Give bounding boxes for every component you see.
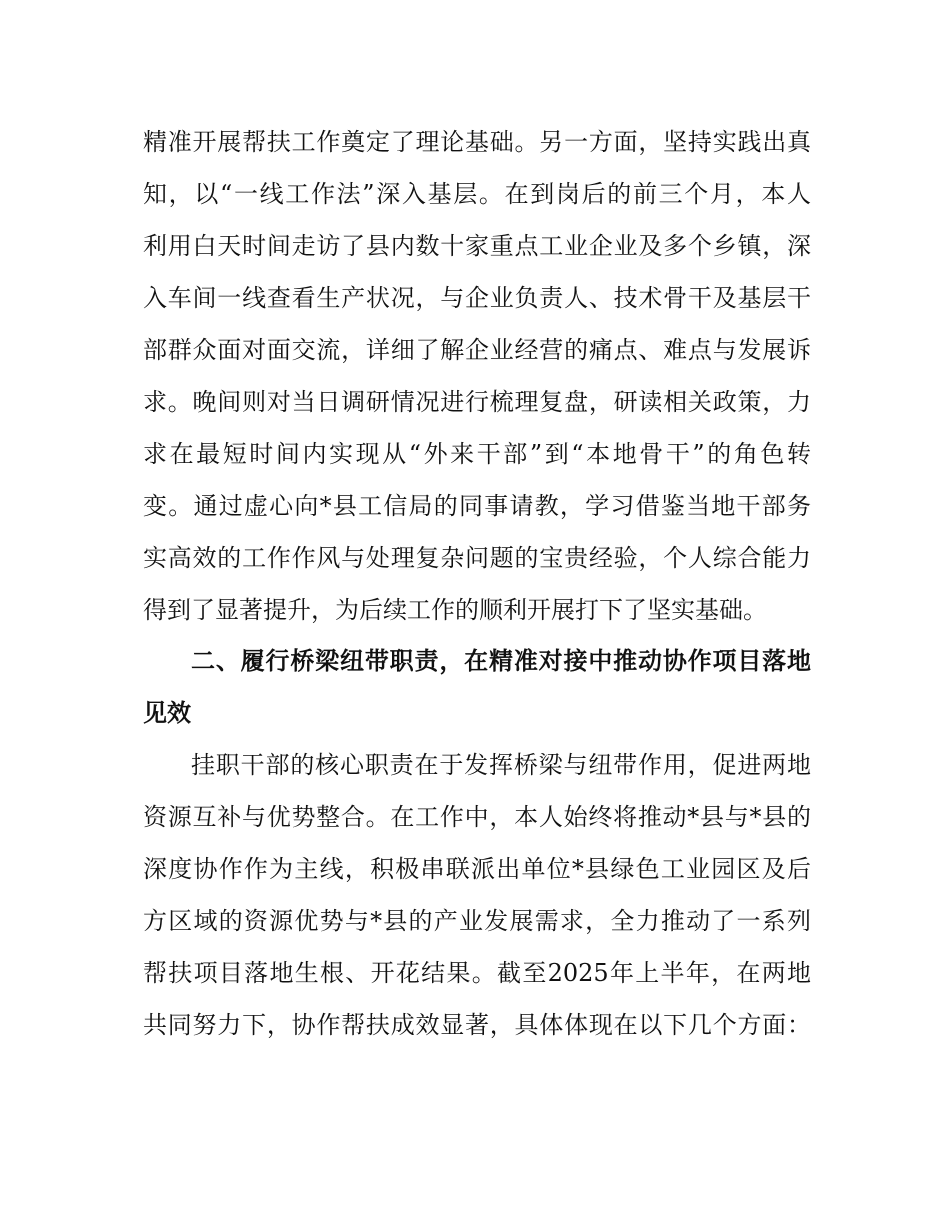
paragraph-line: 求。晚间则对当日调研情况进行梳理复盘，研读相关政策，力 [143,388,811,416]
section-heading-line: 见效 [143,699,191,727]
paragraph-line: 实高效的工作作风与处理复杂问题的宝贵经验，个人综合能力 [143,544,811,572]
paragraph-line: 知，以“一线工作法”深入基层。在到岗后的前三个月，本人 [143,180,811,208]
paragraph-line: 变。通过虚心向*县工信局的同事请教，学习借鉴当地干部务 [143,492,811,520]
paragraph-line: 资源互补与优势整合。在工作中，本人始终将推动*县与*县的 [143,803,811,831]
paragraph-line: 精准开展帮扶工作奠定了理论基础。另一方面，坚持实践出真 [143,128,811,156]
paragraph-line: 帮扶项目落地生根、开花结果。截至2025年上半年，在两地 [143,959,811,987]
paragraph-line: 求在最短时间内实现从“外来干部”到“本地骨干”的角色转 [143,440,811,468]
paragraph-line: 深度协作作为主线，积极串联派出单位*县绿色工业园区及后 [143,855,811,883]
paragraph-line: 入车间一线查看生产状况，与企业负责人、技术骨干及基层干 [143,284,811,312]
paragraph-line: 共同努力下，协作帮扶成效显著，具体体现在以下几个方面： [143,1011,811,1039]
paragraph-line: 利用白天时间走访了县内数十家重点工业企业及多个乡镇，深 [143,232,811,260]
paragraph-line: 得到了显著提升，为后续工作的顺利开展打下了坚实基础。 [143,596,767,624]
paragraph-line: 部群众面对面交流，详细了解企业经营的痛点、难点与发展诉 [143,336,811,364]
section-heading-line: 二、履行桥梁纽带职责，在精准对接中推动协作项目落地 [191,647,811,675]
paragraph-line: 方区域的资源优势与*县的产业发展需求，全力推动了一系列 [143,907,811,935]
paragraph-line: 挂职干部的核心职责在于发挥桥梁与纽带作用，促进两地 [191,751,811,779]
